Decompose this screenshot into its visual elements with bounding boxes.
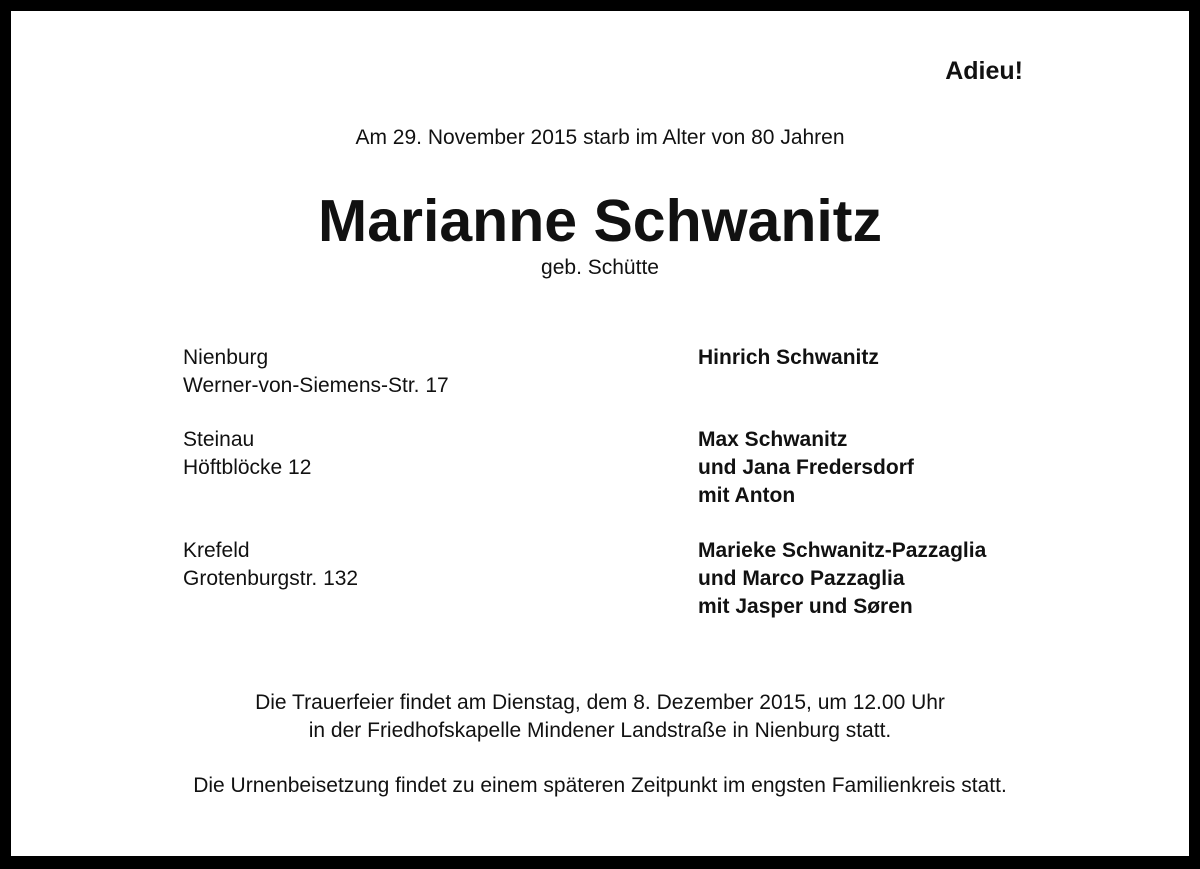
mourner-name: mit Jasper und Søren — [698, 595, 913, 618]
mourner-name: und Marco Pazzaglia — [698, 567, 905, 590]
mourner-name: und Jana Fredersdorf — [698, 456, 914, 479]
address-city: Steinau — [183, 428, 255, 451]
maiden-name: geb. Schütte — [541, 256, 659, 279]
address-street: Höftblöcke 12 — [183, 456, 312, 479]
obituary-notice — [11, 11, 1189, 856]
address-city: Nienburg — [183, 346, 269, 369]
address-street: Werner-von-Siemens-Str. 17 — [183, 374, 449, 397]
farewell-heading: Adieu! — [945, 57, 1023, 85]
service-info-line: in der Friedhofskapelle Mindener Landstraße in Nienburg statt. — [308, 719, 892, 742]
mourner-name: Max Schwanitz — [698, 428, 848, 451]
service-info-line: Die Trauerfeier findet am Dienstag, dem 8. Dezember 2015, um 12.00 Uhr — [255, 691, 945, 714]
address-street: Grotenburgstr. 132 — [183, 567, 359, 590]
burial-info: Die Urnenbeisetzung findet zu einem späteren Zeitpunkt im engsten Familienkreis statt. — [193, 774, 1007, 797]
mourner-name: Marieke Schwanitz-Pazzaglia — [698, 539, 987, 562]
address-city: Krefeld — [183, 539, 250, 562]
mourner-name: mit Anton — [698, 484, 796, 507]
mourner-name: Hinrich Schwanitz — [698, 346, 879, 369]
deceased-name: Marianne Schwanitz — [318, 188, 882, 254]
death-announcement: Am 29. November 2015 starb im Alter von 80 Jahren — [355, 126, 845, 149]
